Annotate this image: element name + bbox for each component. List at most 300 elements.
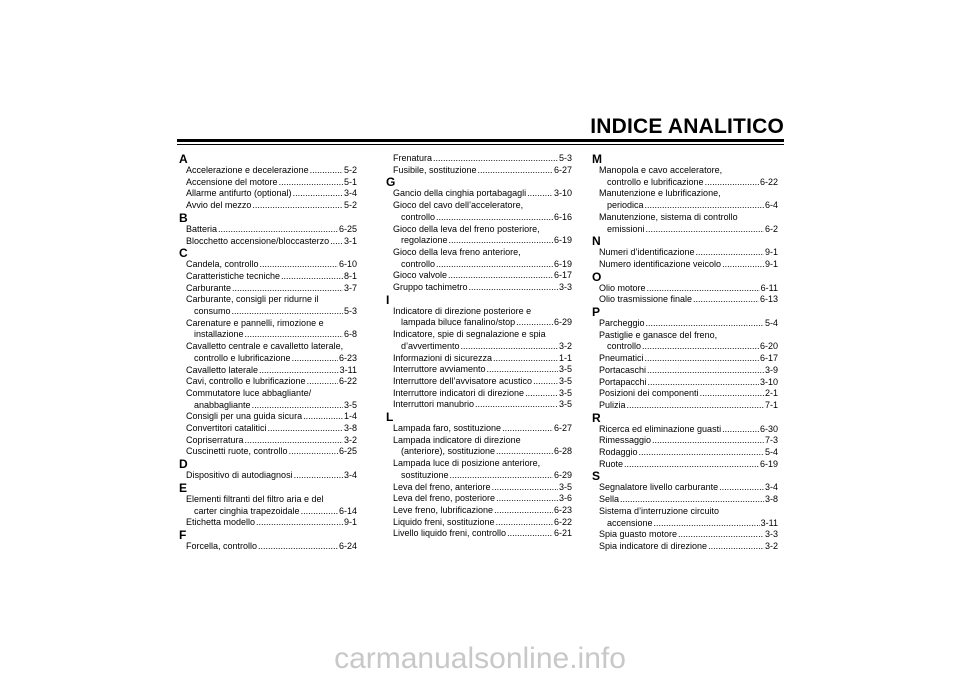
index-entry-text: Pastiglie e ganasce del freno, <box>599 329 718 340</box>
index-entry-text: Cavalletto centrale e cavalletto laterale, <box>186 341 344 352</box>
dot-leader <box>289 446 338 458</box>
index-letter: D <box>179 457 188 472</box>
index-entry-page: 6-2 <box>764 223 778 234</box>
index-entry <box>592 247 778 259</box>
index-entry <box>592 212 778 235</box>
index-entry-page: 3-4 <box>343 470 357 481</box>
index-entry <box>592 506 778 529</box>
index-entry-text: Sistema d’interruzione circuito <box>599 505 720 516</box>
index-entry-page: 6-27 <box>553 423 572 434</box>
index-entry <box>386 329 572 352</box>
index-entry-page: 3-2 <box>764 540 778 551</box>
index-entry-text: Livello liquido freni, controllo <box>393 528 507 539</box>
dot-leader <box>533 376 558 388</box>
index-entry-page: 6-29 <box>553 469 572 480</box>
index-letter: S <box>592 469 601 484</box>
index-entry-text: Ricerca ed eliminazione guasti <box>599 423 722 434</box>
index-entry <box>592 494 778 506</box>
index-entry-page: 6-22 <box>338 376 357 387</box>
index-entry-page: 3-4 <box>343 188 357 199</box>
index-entry-text: Candela, controllo <box>186 259 259 270</box>
index-entry-page: 6-11 <box>760 282 778 293</box>
index-entry <box>386 364 572 376</box>
index-entry-text: Accelerazione e decelerazione <box>186 165 309 175</box>
index-entry-page: 3-10 <box>759 376 778 387</box>
index-entry-text: Numero identificazione veicolo <box>599 258 722 269</box>
dot-leader <box>256 517 343 529</box>
index-entry-text: Spia guasto motore <box>599 529 678 540</box>
dot-leader <box>218 224 338 236</box>
index-entry <box>386 435 572 458</box>
index-entry <box>386 458 572 481</box>
index-entry <box>179 541 357 553</box>
dot-leader <box>449 235 553 247</box>
dot-leader <box>645 200 764 212</box>
index-letter: M <box>592 152 602 166</box>
index-column-2 <box>386 153 572 540</box>
index-entry <box>179 376 357 388</box>
index-entry-text: Blocchetto accensione/bloccasterzo <box>186 235 330 246</box>
index-entry-text: Frenatura <box>393 153 433 163</box>
index-entry-text: Olio trasmissione finale <box>599 294 693 305</box>
dot-leader <box>527 188 553 200</box>
index-entry-text: Gioco della leva del freno posteriore, <box>393 223 540 234</box>
dot-leader <box>722 424 759 436</box>
index-entry <box>386 517 572 529</box>
header-rule-thin <box>177 144 784 145</box>
index-letter: B <box>179 210 188 225</box>
index-entry-text: Interruttore dell’avvisatore acustico <box>393 375 533 386</box>
index-entry-text: Gioco della leva freno anteriore, <box>393 246 521 257</box>
dot-leader <box>448 270 553 282</box>
index-entry <box>592 482 778 494</box>
dot-leader <box>494 505 553 517</box>
index-entry-page: 3-3 <box>558 282 572 293</box>
index-entry <box>179 388 357 411</box>
index-entry <box>179 341 357 364</box>
index-entry-text: Batteria <box>186 223 218 234</box>
index-entry <box>386 505 572 517</box>
index-entry-page: 3-2 <box>558 340 572 351</box>
index-entry-page: 3-8 <box>343 423 357 434</box>
index-entry-page: 3-2 <box>343 434 357 445</box>
dot-leader <box>252 400 343 412</box>
index-letter: E <box>179 480 188 495</box>
dot-leader <box>654 518 760 530</box>
dot-leader <box>652 435 764 447</box>
index-entry-page: 9-1 <box>764 247 778 258</box>
index-entry-text: emissioni <box>607 223 645 234</box>
index-entry-text: accensione <box>607 517 653 528</box>
index-entry-page: 3-11 <box>760 517 778 528</box>
dot-leader <box>646 318 764 330</box>
index-entry-text: Leva del freno, posteriore <box>393 493 496 504</box>
index-entry-page: 3-1 <box>343 235 357 246</box>
index-entry <box>386 282 572 294</box>
dot-leader <box>303 411 343 423</box>
index-entry-text: Pneumatici <box>599 353 644 364</box>
index-entry <box>179 165 357 177</box>
index-entry-text: controllo <box>401 211 436 222</box>
index-entry <box>592 283 778 295</box>
index-entry-text: Carenature e pannelli, rimozione e <box>186 317 324 328</box>
index-entry-page: 6-24 <box>338 540 357 551</box>
index-entry <box>179 177 357 189</box>
index-entry-text: Parcheggio <box>599 318 645 329</box>
dot-leader <box>647 365 764 377</box>
dot-leader <box>487 364 558 376</box>
dot-leader <box>475 399 558 411</box>
index-entry-text: Manutenzione, sistema di controllo <box>599 211 738 222</box>
index-letter: A <box>179 152 188 166</box>
index-entry-text: lampada biluce fanalino/stop <box>401 317 516 328</box>
index-entry-text: Gioco valvole <box>393 270 448 281</box>
dot-leader <box>646 224 764 236</box>
page-title: INDICE ANALITICO <box>590 115 784 138</box>
watermark: carmanualsonline.info <box>334 642 626 675</box>
index-entry-text: Portacaschi <box>599 364 647 375</box>
index-entry <box>592 318 778 330</box>
dot-leader <box>493 353 558 365</box>
index-entry-text: installazione <box>194 329 244 340</box>
index-entry-page: 9-1 <box>764 258 778 269</box>
index-entry-text: Copriserratura <box>186 434 244 445</box>
index-entry <box>386 376 572 388</box>
index-entry <box>179 517 357 529</box>
dot-leader <box>232 283 343 295</box>
index-entry <box>179 294 357 317</box>
index-entry <box>179 365 357 377</box>
dot-leader <box>516 317 553 329</box>
index-entry-text: Carburante, consigli per ridurne il <box>186 294 319 305</box>
index-entry <box>592 365 778 377</box>
index-entry-text: Liquido freni, sostituzione <box>393 516 495 527</box>
index-entry-page: 6-25 <box>338 223 357 234</box>
dot-leader <box>310 165 343 177</box>
index-entry-text: Cavalletto laterale <box>186 364 259 375</box>
index-entry <box>179 494 357 517</box>
index-entry-page: 8-1 <box>343 270 357 281</box>
index-entry-page: 6-20 <box>759 341 778 352</box>
index-entry <box>386 153 572 165</box>
index-column-3 <box>592 153 778 553</box>
index-entry-text: Leve freno, lubrificazione <box>393 504 494 515</box>
dot-leader <box>700 388 764 400</box>
index-entry-text: Allarme antifurto (optional) <box>186 188 292 199</box>
index-entry-text: Ruote <box>599 458 624 469</box>
index-entry-text: Interruttori manubrio <box>393 399 475 410</box>
index-entry-text: Cavi, controllo e lubrificazione <box>186 376 306 387</box>
index-entry-page: 3-3 <box>764 529 778 540</box>
dot-leader <box>436 212 553 224</box>
index-entry <box>386 528 572 540</box>
index-entry-page: 6-22 <box>553 516 572 527</box>
index-entry-text: Rodaggio <box>599 447 638 458</box>
index-entry-page: 7-1 <box>764 399 778 410</box>
index-entry-page: 1-1 <box>558 352 572 363</box>
index-entry <box>179 236 357 248</box>
index-letter: O <box>592 269 602 284</box>
dot-leader <box>496 517 553 529</box>
index-entry-text: Accensione del motore <box>186 176 278 187</box>
index-entry <box>592 294 778 306</box>
index-entry-page: 3-11 <box>339 364 357 375</box>
index-entry-page: 6-25 <box>338 446 357 457</box>
index-entry <box>386 388 572 400</box>
dot-leader <box>436 259 553 271</box>
index-entry-text: Manutenzione e lubrificazione, <box>599 188 721 199</box>
index-letter: N <box>592 234 601 249</box>
index-entry-text: controllo <box>401 258 436 269</box>
index-entry-page: 6-19 <box>759 458 778 469</box>
index-entry <box>386 247 572 270</box>
index-entry-text: Informazioni di sicurezza <box>393 352 493 363</box>
index-entry-text: Manopola e cavo acceleratore, <box>599 165 723 175</box>
index-entry-page: 6-27 <box>553 164 572 175</box>
index-entry-text: Gioco del cavo dell’acceleratore, <box>393 200 524 211</box>
index-entry-page: 6-23 <box>338 352 357 363</box>
dot-leader <box>478 165 553 177</box>
index-entry-page: 3-7 <box>343 282 357 293</box>
index-entry-page: 1-4 <box>343 411 357 422</box>
dot-leader <box>281 271 343 283</box>
header-rule-thick <box>177 139 784 142</box>
index-entry-text: Elementi filtranti del filtro aria e del <box>186 493 324 504</box>
dot-leader <box>245 435 343 447</box>
index-entry <box>592 353 778 365</box>
index-entry-text: Interruttore avviamento <box>393 364 486 375</box>
index-entry-page: 6-19 <box>553 258 572 269</box>
index-entry-page: 5-3 <box>343 306 357 317</box>
index-entry-text: anabbagliante <box>194 399 251 410</box>
index-letter: I <box>386 292 390 307</box>
index-entry <box>592 435 778 447</box>
index-entry-page: 3-5 <box>558 399 572 410</box>
index-entry <box>179 423 357 435</box>
dot-leader <box>252 200 343 212</box>
dot-leader <box>268 423 343 435</box>
index-entry <box>179 470 357 482</box>
dot-leader <box>496 446 553 458</box>
index-letter: R <box>592 410 601 425</box>
dot-leader <box>232 306 343 318</box>
index-entry-text: Indicatore di direzione posteriore e <box>393 305 532 316</box>
index-entry-page: 6-17 <box>553 270 572 281</box>
index-entry-text: Interruttore indicatori di direzione <box>393 387 525 398</box>
index-entry <box>386 188 572 200</box>
index-entry-text: Olio motore <box>599 282 646 293</box>
index-entry-text: Pulizia <box>599 399 626 410</box>
index-entry-text: Avvio del mezzo <box>186 200 252 211</box>
index-entry-text: Cuscinetti ruote, controllo <box>186 446 288 457</box>
dot-leader <box>645 353 759 365</box>
dot-leader <box>292 353 338 365</box>
dot-leader <box>260 259 338 271</box>
index-entry-text: Etichetta modello <box>186 517 256 528</box>
index-entry-page: 5-2 <box>343 165 357 175</box>
dot-leader <box>450 470 553 482</box>
dot-leader <box>620 494 764 506</box>
index-entry-page: 6-17 <box>759 353 778 364</box>
index-entry <box>179 188 357 200</box>
dot-leader <box>279 177 343 189</box>
index-entry-text: Consigli per una guida sicura <box>186 411 303 422</box>
index-entry-text: sostituzione <box>401 469 449 480</box>
index-entry-text: Forcella, controllo <box>186 540 258 551</box>
index-entry-page: 7-3 <box>764 435 778 446</box>
index-letter: F <box>179 527 187 542</box>
index-entry <box>592 424 778 436</box>
index-entry-page: 6-23 <box>553 504 572 515</box>
index-entry <box>179 200 357 212</box>
index-entry-page: 2-1 <box>764 388 778 399</box>
index-entry-text: Lampada faro, sostituzione <box>393 423 502 434</box>
dot-leader <box>433 153 558 165</box>
index-entry <box>179 224 357 236</box>
index-entry <box>179 271 357 283</box>
index-entry <box>592 377 778 389</box>
index-entry <box>179 283 357 295</box>
index-entry-page: 6-21 <box>553 528 572 539</box>
index-entry-page: 3-9 <box>764 364 778 375</box>
index-entry-page: 5-3 <box>558 153 572 163</box>
index-entry-text: Lampada luce di posizione anteriore, <box>393 458 541 469</box>
index-entry <box>386 165 572 177</box>
index-entry-text: Leva del freno, anteriore <box>393 481 491 492</box>
dot-leader <box>708 541 764 553</box>
index-entry-text: Indicatore, spie di segnalazione e spia <box>393 329 546 340</box>
dot-leader <box>647 283 760 295</box>
dot-leader <box>696 247 764 259</box>
index-entry-page: 3-6 <box>558 493 572 504</box>
dot-leader <box>502 423 553 435</box>
dot-leader <box>719 482 764 494</box>
dot-leader <box>642 341 759 353</box>
index-letter: G <box>386 175 396 190</box>
index-entry-page: 5-1 <box>343 176 357 187</box>
index-entry-text: Portapacchi <box>599 376 647 387</box>
index-entry-page: 5-4 <box>764 447 778 458</box>
index-entry <box>592 330 778 353</box>
index-entry <box>386 200 572 223</box>
index-entry-text: Caratteristiche tecniche <box>186 270 281 281</box>
index-entry-text: Posizioni dei componenti <box>599 388 699 399</box>
index-entry-text: periodica <box>607 200 644 211</box>
index-entry-text: Commutatore luce abbagliante/ <box>186 387 312 398</box>
index-entry-page: 3-5 <box>558 481 572 492</box>
index-entry-text: Convertitori catalitici <box>186 423 267 434</box>
index-entry-page: 3-8 <box>764 494 778 505</box>
dot-leader <box>525 388 558 400</box>
index-entry-page: 3-5 <box>558 387 572 398</box>
index-entry-page: 6-22 <box>759 176 778 187</box>
index-entry-text: Rimessaggio <box>599 435 652 446</box>
dot-leader <box>293 188 343 200</box>
index-entry <box>592 541 778 553</box>
index-entry-page: 3-4 <box>764 482 778 493</box>
index-entry-text: Sella <box>599 494 620 505</box>
index-letter: C <box>179 246 188 261</box>
dot-leader <box>507 528 553 540</box>
index-entry-page: 3-10 <box>553 188 572 199</box>
index-entry <box>592 388 778 400</box>
index-entry <box>386 423 572 435</box>
index-entry <box>592 259 778 271</box>
index-entry-text: consumo <box>194 306 231 317</box>
index-entry-page: 3-5 <box>558 375 572 386</box>
index-entry-text: Lampada indicatore di direzione <box>393 434 521 445</box>
index-entry <box>179 446 357 458</box>
index-entry-text: Carburante <box>186 282 232 293</box>
index-entry-text: Gancio della cinghia portabagagli <box>393 188 527 199</box>
dot-leader <box>307 376 338 388</box>
index-entry <box>592 188 778 211</box>
dot-leader <box>639 447 764 459</box>
dot-leader <box>627 400 764 412</box>
dot-leader <box>648 377 759 389</box>
index-entry <box>179 411 357 423</box>
index-entry <box>386 270 572 282</box>
index-entry-page: 6-28 <box>553 446 572 457</box>
index-entry-text: Fusibile, sostituzione <box>393 164 477 175</box>
index-entry-page: 6-4 <box>764 200 778 211</box>
index-entry-page: 6-10 <box>338 259 357 270</box>
index-entry <box>592 529 778 541</box>
index-entry-page: 6-8 <box>343 329 357 340</box>
index-entry <box>592 447 778 459</box>
index-entry <box>179 318 357 341</box>
index-entry-page: 6-30 <box>759 423 778 434</box>
index-entry <box>386 306 572 329</box>
index-entry-text: Dispositivo di autodiagnosi <box>186 470 293 481</box>
index-entry-text: (anteriore), sostituzione <box>401 446 496 457</box>
dot-leader <box>245 329 343 341</box>
index-entry-page: 6-29 <box>553 317 572 328</box>
dot-leader <box>693 294 759 306</box>
index-entry <box>592 400 778 412</box>
dot-leader <box>294 470 343 482</box>
index-entry-text: controllo e lubrificazione <box>194 352 291 363</box>
dot-leader <box>705 177 759 189</box>
index-entry-text: controllo <box>607 341 642 352</box>
index-entry <box>179 435 357 447</box>
index-entry-text: controllo e lubrificazione <box>607 176 704 187</box>
index-entry-text: Gruppo tachimetro <box>393 282 468 293</box>
index-entry <box>592 165 778 188</box>
dot-leader <box>469 282 558 294</box>
index-letter: P <box>592 305 601 320</box>
index-entry-text: Segnalatore livello carburante <box>599 482 719 493</box>
dot-leader <box>492 482 558 494</box>
dot-leader <box>301 506 338 518</box>
dot-leader <box>678 529 764 541</box>
index-entry <box>386 353 572 365</box>
index-entry-text: regolazione <box>401 235 448 246</box>
dot-leader <box>258 541 338 553</box>
index-entry <box>386 399 572 411</box>
index-column-1 <box>179 153 357 553</box>
dot-leader <box>330 236 343 248</box>
index-entry-page: 6-19 <box>553 235 572 246</box>
dot-leader <box>624 459 759 471</box>
index-entry-page: 5-2 <box>343 200 357 211</box>
index-entry-page: 3-5 <box>343 399 357 410</box>
index-entry <box>386 493 572 505</box>
index-entry-page: 6-14 <box>338 505 357 516</box>
index-entry <box>386 224 572 247</box>
index-entry-text: Numeri d’identificazione <box>599 247 695 258</box>
index-entry-text: Spia indicatore di direzione <box>599 540 708 551</box>
